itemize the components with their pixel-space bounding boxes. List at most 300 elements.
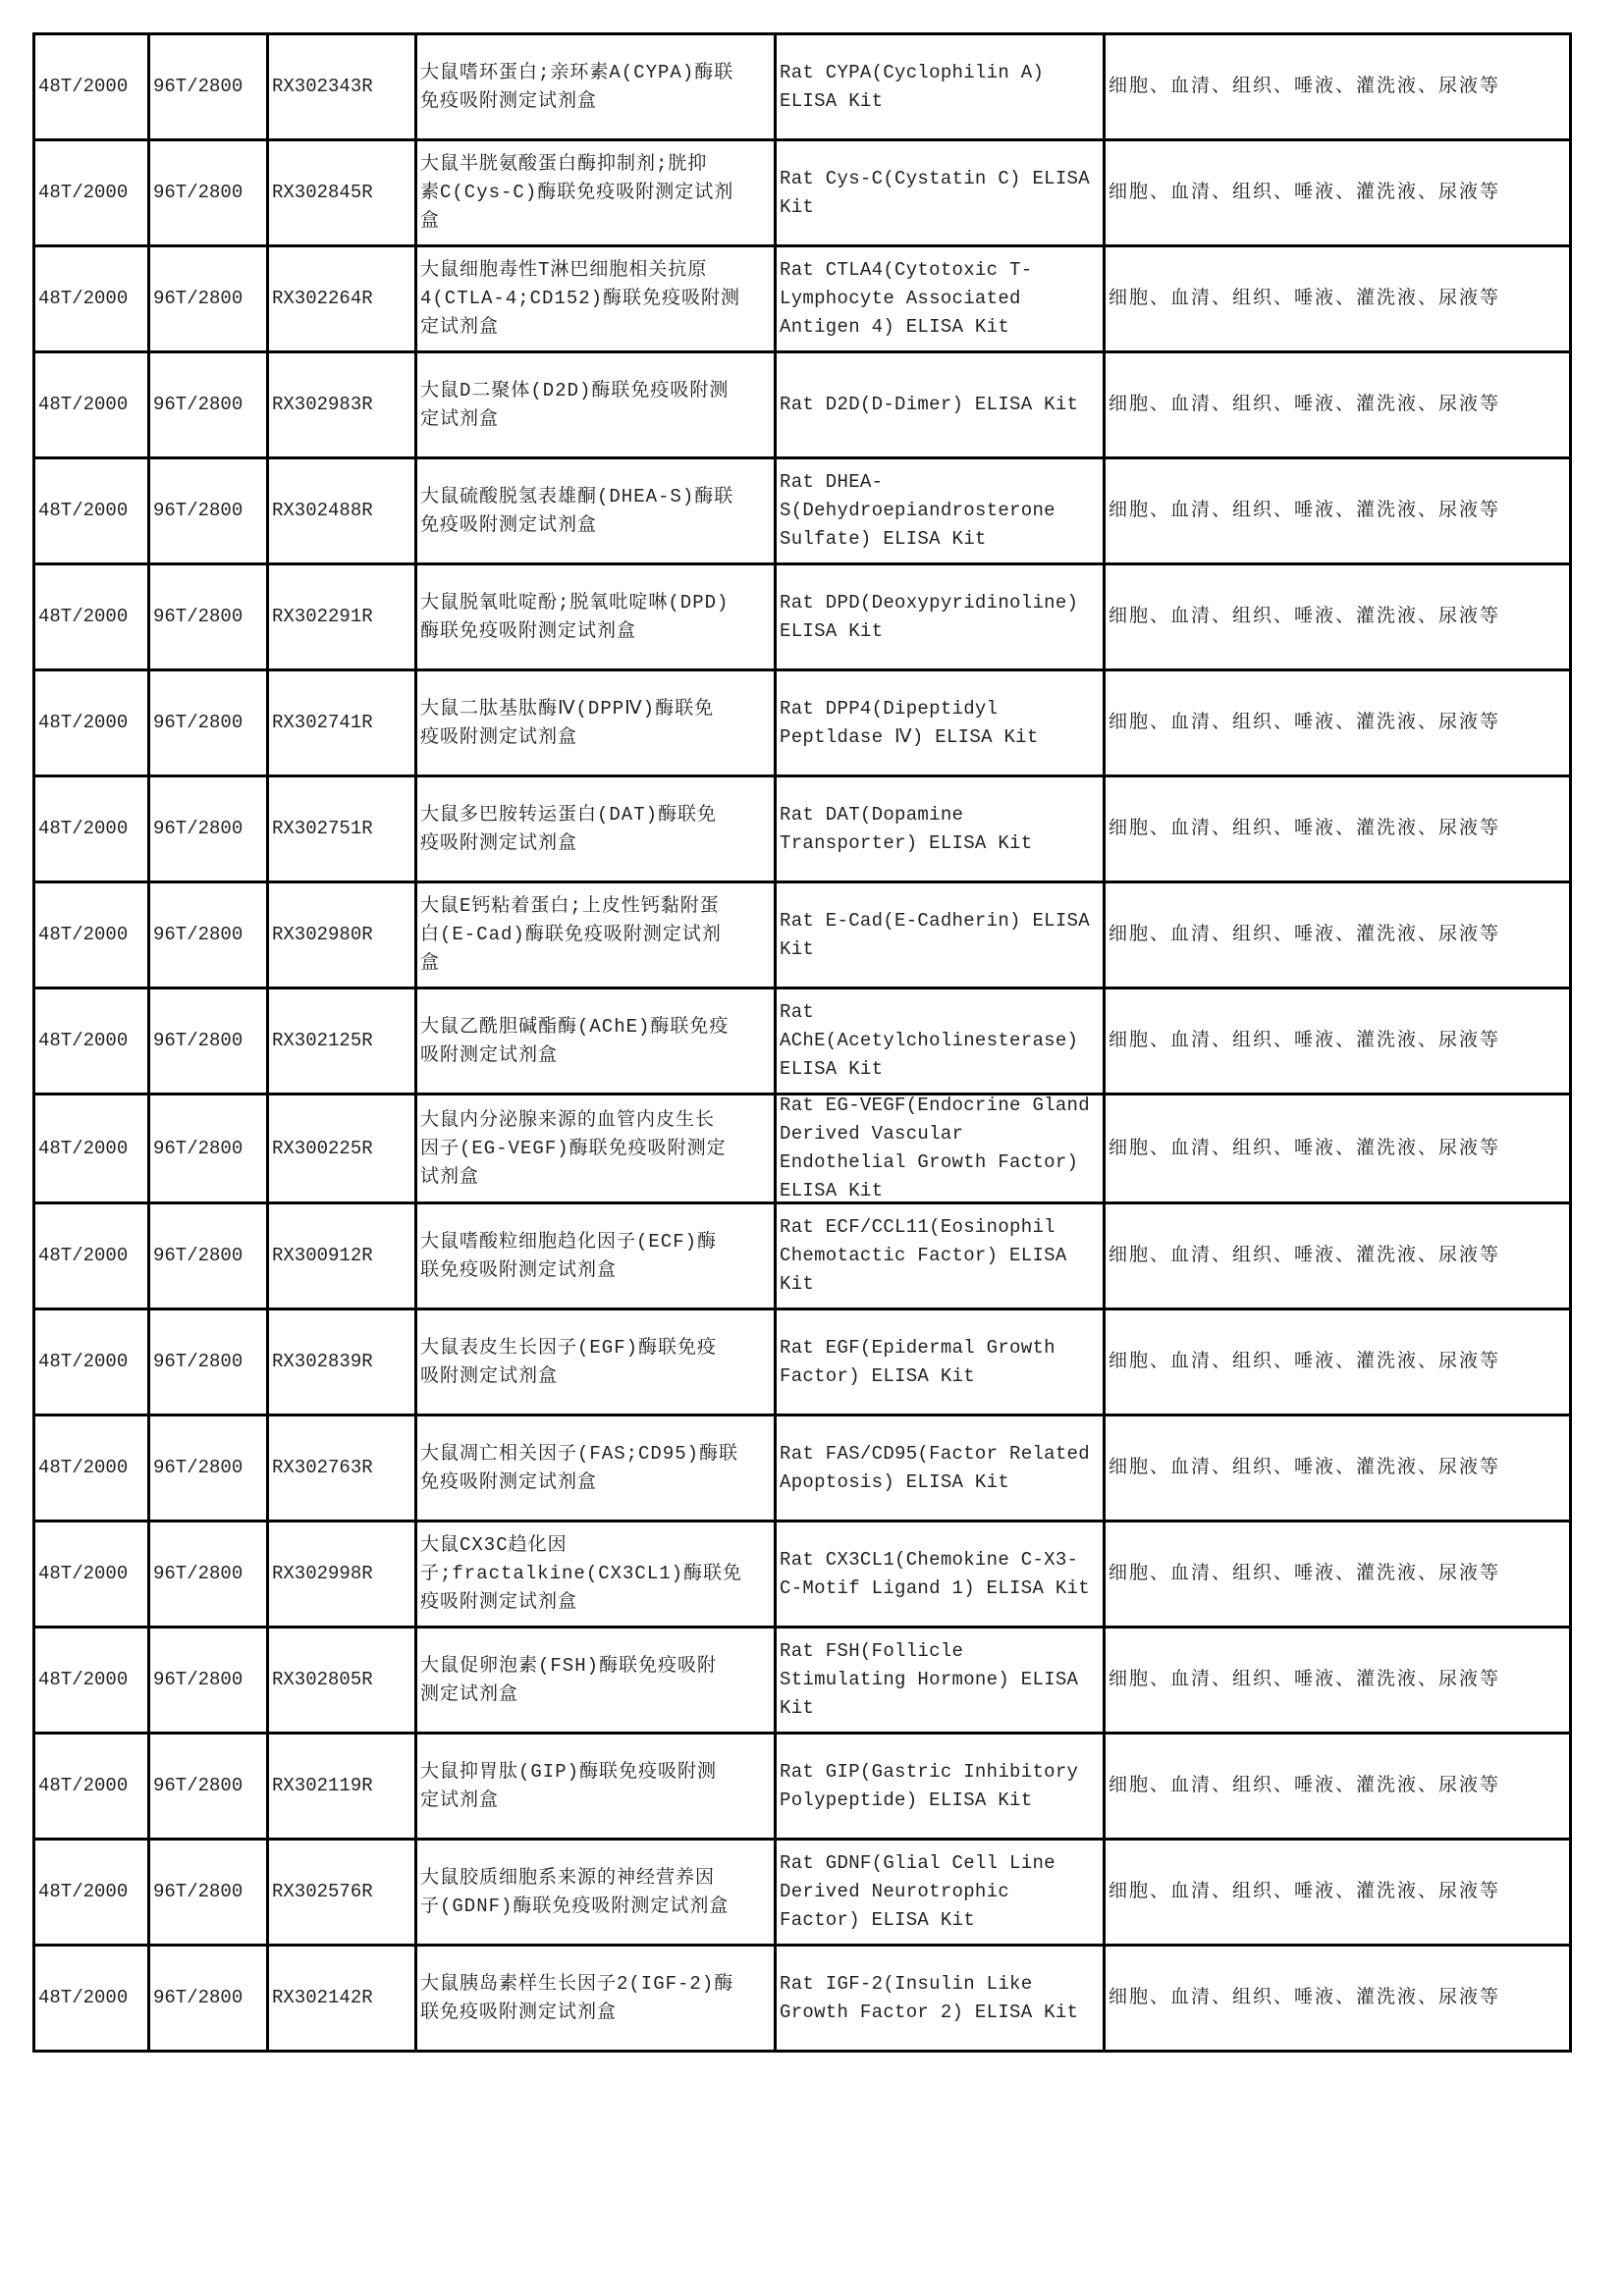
- sample-types-cell: [1105, 246, 1571, 352]
- english-name-cell: [776, 988, 1105, 1095]
- english-product-name: [780, 468, 1100, 554]
- size-48t-cell: [34, 140, 149, 246]
- text-line: 测定试剂盒: [420, 1682, 519, 1705]
- catalog-number-cell: [268, 882, 416, 988]
- sample-types: 细胞、血清、组织、唾液、灌洗液、尿液等: [1109, 1669, 1501, 1690]
- text-line: 盒: [420, 210, 441, 232]
- size-96t-price: 96T/2800: [153, 1987, 244, 2008]
- text-line: Rat DHEA-: [780, 471, 884, 493]
- english-product-name: [780, 1758, 1100, 1815]
- catalog-number: RX302343R: [272, 76, 373, 97]
- chinese-name-cell: [416, 776, 776, 882]
- catalog-number: RX302125R: [272, 1030, 373, 1051]
- table-row: [34, 140, 1571, 246]
- english-name-cell: [776, 1734, 1105, 1840]
- text-line: Rat DPD(Deoxypyridinoline): [780, 591, 1079, 614]
- text-line: Rat E-Cad(E-Cadherin) ELISA: [780, 909, 1090, 932]
- english-name-cell: [776, 1309, 1105, 1415]
- text-line: 大鼠胶质细胞系来源的神经营养因: [420, 1866, 716, 1889]
- english-name-cell: [776, 564, 1105, 670]
- chinese-name-cell: [416, 352, 776, 458]
- size-48t-cell: [34, 1415, 149, 1522]
- english-name-cell: [776, 776, 1105, 882]
- size-96t-price: 96T/2800: [153, 1351, 244, 1372]
- text-line: 联免疫吸附测定试剂盒: [420, 1258, 618, 1281]
- table-row: [34, 1415, 1571, 1522]
- sample-types: 细胞、血清、组织、唾液、灌洗液、尿液等: [1109, 1775, 1501, 1796]
- chinese-product-name: [420, 801, 771, 858]
- text-line: 大鼠表皮生长因子(EGF)酶联免疫: [420, 1336, 718, 1359]
- text-line: Stimulating Hormone) ELISA: [780, 1669, 1079, 1690]
- text-line: 试剂盒: [420, 1165, 480, 1188]
- catalog-number-cell: [268, 1309, 416, 1415]
- chinese-product-name: [420, 1440, 771, 1497]
- chinese-product-name: [420, 695, 771, 752]
- text-line: 大鼠凋亡相关因子(FAS;CD95)酶联: [420, 1442, 739, 1465]
- sample-types-cell: [1105, 1309, 1571, 1415]
- text-line: Transporter) ELISA Kit: [780, 831, 1033, 854]
- catalog-number: RX302983R: [272, 394, 373, 415]
- table-row: [34, 776, 1571, 882]
- sample-types: 细胞、血清、组织、唾液、灌洗液、尿液等: [1109, 76, 1501, 97]
- size-96t-price: 96T/2800: [153, 606, 244, 627]
- text-line: ELISA Kit: [780, 1180, 884, 1201]
- english-product-name: [780, 589, 1100, 646]
- size-48t-price: 48T/2000: [38, 818, 129, 839]
- chinese-product-name: [420, 59, 771, 116]
- size-48t-cell: [34, 1522, 149, 1628]
- catalog-number-cell: [268, 776, 416, 882]
- sample-types: 细胞、血清、组织、唾液、灌洗液、尿液等: [1109, 1457, 1501, 1478]
- text-line: 素C(Cys-C)酶联免疫吸附测定试剂: [420, 182, 734, 203]
- text-line: Chemotactic Factor) ELISA: [780, 1245, 1067, 1266]
- size-48t-price: 48T/2000: [38, 1775, 129, 1796]
- size-96t-price: 96T/2800: [153, 818, 244, 839]
- sample-types-cell: [1105, 352, 1571, 458]
- text-line: ELISA Kit: [780, 1058, 884, 1080]
- table-row: [34, 458, 1571, 564]
- sample-types-cell: [1105, 1095, 1571, 1203]
- chinese-name-cell: [416, 1095, 776, 1203]
- size-48t-price: 48T/2000: [38, 394, 129, 415]
- english-name-cell: [776, 1415, 1105, 1522]
- size-96t-cell: [149, 1309, 268, 1415]
- size-48t-cell: [34, 1309, 149, 1415]
- size-48t-price: 48T/2000: [38, 288, 129, 309]
- catalog-number: RX302142R: [272, 1987, 373, 2008]
- english-name-cell: [776, 246, 1105, 352]
- sample-types-cell: [1105, 458, 1571, 564]
- english-name-cell: [776, 458, 1105, 564]
- catalog-number-cell: [268, 1840, 416, 1946]
- sample-types: 细胞、血清、组织、唾液、灌洗液、尿液等: [1109, 1245, 1501, 1266]
- catalog-number: RX302805R: [272, 1669, 373, 1690]
- sample-types-cell: [1105, 1628, 1571, 1734]
- sample-types: 细胞、血清、组织、唾液、灌洗液、尿液等: [1109, 924, 1501, 945]
- chinese-product-name: [420, 483, 771, 540]
- table-row: [34, 988, 1571, 1095]
- english-name-cell: [776, 34, 1105, 140]
- sample-types-cell: [1105, 1203, 1571, 1309]
- text-line: Rat DPP4(Dipeptidyl: [780, 697, 999, 720]
- text-line: 大鼠嗜环蛋白;亲环素A(CYPA)酶联: [420, 61, 734, 83]
- english-product-name: [780, 1440, 1100, 1497]
- text-line: 子(GDNF)酶联免疫吸附测定试剂盒: [420, 1895, 730, 1917]
- text-line: 大鼠E钙粘着蛋白;上皮性钙黏附蛋: [420, 895, 720, 917]
- text-line: 大鼠细胞毒性T淋巴细胞相关抗原: [420, 259, 708, 281]
- sample-types: 细胞、血清、组织、唾液、灌洗液、尿液等: [1109, 500, 1501, 521]
- text-line: Apoptosis) ELISA Kit: [780, 1470, 1010, 1493]
- size-48t-price: 48T/2000: [38, 1245, 129, 1266]
- text-line: Rat CYPA(Cyclophilin A): [780, 61, 1045, 83]
- text-line: 联免疫吸附测定试剂盒: [420, 2001, 618, 2023]
- chinese-name-cell: [416, 1734, 776, 1840]
- size-48t-price: 48T/2000: [38, 712, 129, 733]
- sample-types-cell: [1105, 34, 1571, 140]
- english-product-name: [780, 1095, 1100, 1201]
- catalog-number-cell: [268, 140, 416, 246]
- size-48t-price: 48T/2000: [38, 1563, 129, 1584]
- catalog-number: RX302839R: [272, 1351, 373, 1372]
- english-product-name: [780, 1970, 1100, 2027]
- text-line: Rat: [780, 1001, 815, 1023]
- size-96t-cell: [149, 140, 268, 246]
- text-line: 免疫吸附测定试剂盒: [420, 513, 598, 536]
- sample-types-cell: [1105, 1946, 1571, 2052]
- size-48t-price: 48T/2000: [38, 1351, 129, 1372]
- text-line: Factor) ELISA Kit: [780, 1364, 975, 1387]
- size-96t-price: 96T/2800: [153, 1669, 244, 1690]
- catalog-number: RX302291R: [272, 606, 373, 627]
- english-product-name: [780, 801, 1100, 858]
- table-row: [34, 1095, 1571, 1203]
- size-48t-cell: [34, 670, 149, 776]
- text-line: 疫吸附测定试剂盒: [420, 725, 578, 748]
- sample-types-cell: [1105, 882, 1571, 988]
- chinese-name-cell: [416, 458, 776, 564]
- text-line: 盒: [420, 952, 441, 974]
- text-line: 大鼠嗜酸粒细胞趋化因子(ECF)酶: [420, 1230, 718, 1253]
- size-96t-cell: [149, 670, 268, 776]
- chinese-product-name: [420, 1013, 771, 1070]
- chinese-name-cell: [416, 1309, 776, 1415]
- catalog-number-cell: [268, 1734, 416, 1840]
- catalog-number-cell: [268, 1628, 416, 1734]
- catalog-number: RX302576R: [272, 1881, 373, 1902]
- text-line: Peptldase Ⅳ) ELISA Kit: [780, 725, 1039, 748]
- chinese-name-cell: [416, 988, 776, 1095]
- english-product-name: [780, 1213, 1100, 1299]
- text-line: Growth Factor 2) ELISA Kit: [780, 2001, 1079, 2023]
- size-96t-price: 96T/2800: [153, 1775, 244, 1796]
- table-row: [34, 34, 1571, 140]
- text-line: Factor) ELISA Kit: [780, 1909, 975, 1931]
- chinese-name-cell: [416, 1946, 776, 2052]
- text-line: 大鼠多巴胺转运蛋白(DAT)酶联免: [420, 803, 718, 826]
- size-96t-cell: [149, 988, 268, 1095]
- text-line: Rat D2D(D-Dimer) ELISA Kit: [780, 394, 1079, 415]
- chinese-product-name: [420, 1652, 771, 1709]
- size-48t-cell: [34, 352, 149, 458]
- chinese-product-name: [420, 1106, 771, 1192]
- catalog-number: RX302119R: [272, 1775, 373, 1796]
- english-product-name: [780, 695, 1100, 752]
- size-48t-price: 48T/2000: [38, 1030, 129, 1051]
- text-line: Polypeptide) ELISA Kit: [780, 1789, 1033, 1811]
- size-96t-cell: [149, 1628, 268, 1734]
- english-product-name: [780, 1334, 1100, 1391]
- text-line: ELISA Kit: [780, 89, 884, 112]
- size-48t-cell: [34, 1095, 149, 1203]
- english-name-cell: [776, 1840, 1105, 1946]
- text-line: Rat ECF/CCL11(Eosinophil: [780, 1216, 1056, 1238]
- table-row: [34, 1628, 1571, 1734]
- text-line: Rat EGF(Epidermal Growth: [780, 1336, 1056, 1359]
- english-name-cell: [776, 1522, 1105, 1628]
- sample-types-cell: [1105, 1522, 1571, 1628]
- size-48t-cell: [34, 776, 149, 882]
- catalog-number-cell: [268, 246, 416, 352]
- text-line: Antigen 4) ELISA Kit: [780, 316, 1010, 338]
- catalog-number-cell: [268, 1946, 416, 2052]
- size-96t-price: 96T/2800: [153, 1881, 244, 1902]
- sample-types-cell: [1105, 1840, 1571, 1946]
- catalog-number-cell: [268, 458, 416, 564]
- text-line: Kit: [780, 1697, 815, 1719]
- table-row: [34, 882, 1571, 988]
- size-48t-cell: [34, 246, 149, 352]
- text-line: Rat FSH(Follicle: [780, 1640, 964, 1662]
- text-line: Rat GDNF(Glial Cell Line: [780, 1852, 1056, 1874]
- sample-types: 细胞、血清、组织、唾液、灌洗液、尿液等: [1109, 1030, 1501, 1051]
- size-96t-price: 96T/2800: [153, 924, 244, 945]
- size-96t-cell: [149, 34, 268, 140]
- chinese-product-name: [420, 150, 771, 236]
- text-line: 吸附测定试剂盒: [420, 1364, 559, 1387]
- chinese-product-name: [420, 589, 771, 646]
- size-96t-cell: [149, 1095, 268, 1203]
- sample-types-cell: [1105, 1415, 1571, 1522]
- catalog-number-cell: [268, 988, 416, 1095]
- english-product-name: [780, 165, 1100, 222]
- sample-types: 细胞、血清、组织、唾液、灌洗液、尿液等: [1109, 712, 1501, 733]
- sample-types: 细胞、血清、组织、唾液、灌洗液、尿液等: [1109, 1137, 1501, 1159]
- size-48t-cell: [34, 1946, 149, 2052]
- catalog-number: RX302751R: [272, 818, 373, 839]
- text-line: 大鼠CX3C趋化因: [420, 1534, 568, 1556]
- text-line: Endothelial Growth Factor): [780, 1151, 1079, 1173]
- sample-types-cell: [1105, 564, 1571, 670]
- catalog-number-cell: [268, 564, 416, 670]
- size-96t-price: 96T/2800: [153, 288, 244, 309]
- text-line: 吸附测定试剂盒: [420, 1043, 559, 1066]
- table-row: [34, 246, 1571, 352]
- size-48t-price: 48T/2000: [38, 924, 129, 945]
- chinese-name-cell: [416, 1203, 776, 1309]
- english-name-cell: [776, 352, 1105, 458]
- english-product-name: [780, 256, 1100, 342]
- text-line: Kit: [780, 195, 815, 218]
- sample-types-cell: [1105, 1734, 1571, 1840]
- table-row: [34, 564, 1571, 670]
- size-48t-price: 48T/2000: [38, 1137, 129, 1159]
- text-line: Lymphocyte Associated: [780, 288, 1021, 309]
- size-96t-cell: [149, 882, 268, 988]
- english-product-name: [780, 1546, 1100, 1603]
- chinese-name-cell: [416, 564, 776, 670]
- catalog-number: RX300225R: [272, 1137, 373, 1159]
- sample-types: 细胞、血清、组织、唾液、灌洗液、尿液等: [1109, 288, 1501, 309]
- text-line: Rat CTLA4(Cytotoxic T-: [780, 259, 1033, 281]
- table-row: [34, 1522, 1571, 1628]
- size-48t-cell: [34, 1628, 149, 1734]
- chinese-product-name: [420, 1228, 771, 1285]
- size-96t-cell: [149, 1415, 268, 1522]
- english-name-cell: [776, 1946, 1105, 2052]
- catalog-number: RX302488R: [272, 500, 373, 521]
- catalog-number: RX302998R: [272, 1563, 373, 1584]
- text-line: 大鼠D二聚体(D2D)酶联免疫吸附测: [420, 379, 730, 401]
- size-96t-cell: [149, 1203, 268, 1309]
- english-name-cell: [776, 1628, 1105, 1734]
- text-line: AChE(Acetylcholinesterase): [780, 1030, 1079, 1051]
- sample-types: 细胞、血清、组织、唾液、灌洗液、尿液等: [1109, 1351, 1501, 1372]
- text-line: ELISA Kit: [780, 619, 884, 642]
- text-line: 大鼠胰岛素样生长因子2(IGF-2)酶: [420, 1972, 734, 1995]
- sample-types: 细胞、血清、组织、唾液、灌洗液、尿液等: [1109, 1987, 1501, 2008]
- size-96t-price: 96T/2800: [153, 1030, 244, 1051]
- text-line: Rat Cys-C(Cystatin C) ELISA: [780, 167, 1090, 189]
- english-name-cell: [776, 670, 1105, 776]
- english-product-name: [780, 391, 1100, 419]
- text-line: 大鼠脱氧吡啶酚;脱氧吡啶啉(DPD): [420, 591, 730, 614]
- sample-types: 细胞、血清、组织、唾液、灌洗液、尿液等: [1109, 1881, 1501, 1902]
- size-96t-cell: [149, 776, 268, 882]
- english-name-cell: [776, 140, 1105, 246]
- text-line: 大鼠半胱氨酸蛋白酶抑制剂;胱抑: [420, 153, 708, 175]
- text-line: 子;fractalkine(CX3CL1)酶联免: [420, 1563, 743, 1584]
- chinese-product-name: [420, 377, 771, 434]
- size-48t-cell: [34, 1734, 149, 1840]
- catalog-number: RX302264R: [272, 288, 373, 309]
- size-48t-price: 48T/2000: [38, 76, 129, 97]
- size-96t-price: 96T/2800: [153, 182, 244, 203]
- chinese-product-name: [420, 892, 771, 978]
- catalog-number: RX300912R: [272, 1245, 373, 1266]
- size-96t-price: 96T/2800: [153, 712, 244, 733]
- text-line: 免疫吸附测定试剂盒: [420, 89, 598, 112]
- text-line: 大鼠二肽基肽酶Ⅳ(DPPⅣ)酶联免: [420, 697, 715, 720]
- text-line: 定试剂盒: [420, 407, 500, 430]
- text-line: 定试剂盒: [420, 316, 500, 338]
- chinese-product-name: [420, 1864, 771, 1921]
- sample-types: 细胞、血清、组织、唾液、灌洗液、尿液等: [1109, 1563, 1501, 1584]
- chinese-name-cell: [416, 1415, 776, 1522]
- sample-types-cell: [1105, 988, 1571, 1095]
- english-name-cell: [776, 882, 1105, 988]
- size-48t-cell: [34, 882, 149, 988]
- size-48t-cell: [34, 988, 149, 1095]
- text-line: Rat FAS/CD95(Factor Related: [780, 1442, 1090, 1465]
- sample-types-cell: [1105, 776, 1571, 882]
- english-product-name: [780, 1849, 1100, 1935]
- table-row: [34, 1309, 1571, 1415]
- text-line: 白(E-Cad)酶联免疫吸附测定试剂: [420, 924, 722, 945]
- size-48t-cell: [34, 34, 149, 140]
- text-line: Rat DAT(Dopamine: [780, 803, 964, 826]
- size-96t-cell: [149, 1522, 268, 1628]
- english-product-name: [780, 1637, 1100, 1723]
- size-96t-price: 96T/2800: [153, 1563, 244, 1584]
- product-table: [32, 32, 1572, 2053]
- catalog-number: RX302845R: [272, 182, 373, 203]
- size-48t-price: 48T/2000: [38, 500, 129, 521]
- text-line: 定试剂盒: [420, 1789, 500, 1811]
- sample-types: 细胞、血清、组织、唾液、灌洗液、尿液等: [1109, 606, 1501, 627]
- size-96t-price: 96T/2800: [153, 500, 244, 521]
- chinese-name-cell: [416, 246, 776, 352]
- size-48t-cell: [34, 564, 149, 670]
- english-product-name: [780, 59, 1100, 116]
- chinese-name-cell: [416, 882, 776, 988]
- text-line: S(Dehydroepiandrosterone: [780, 500, 1056, 521]
- sample-types: 细胞、血清、组织、唾液、灌洗液、尿液等: [1109, 818, 1501, 839]
- catalog-number-cell: [268, 352, 416, 458]
- text-line: Rat IGF-2(Insulin Like: [780, 1972, 1033, 1995]
- chinese-name-cell: [416, 140, 776, 246]
- text-line: 大鼠促卵泡素(FSH)酶联免疫吸附: [420, 1654, 718, 1677]
- sample-types-cell: [1105, 140, 1571, 246]
- size-96t-price: 96T/2800: [153, 394, 244, 415]
- size-48t-price: 48T/2000: [38, 1669, 129, 1690]
- catalog-number-cell: [268, 670, 416, 776]
- chinese-product-name: [420, 256, 771, 342]
- size-48t-price: 48T/2000: [38, 1457, 129, 1478]
- size-48t-cell: [34, 1203, 149, 1309]
- catalog-number-cell: [268, 34, 416, 140]
- text-line: Rat CX3CL1(Chemokine C-X3-: [780, 1548, 1079, 1571]
- table-row: [34, 1946, 1571, 2052]
- size-96t-cell: [149, 1840, 268, 1946]
- text-line: Derived Neurotrophic: [780, 1881, 1010, 1902]
- text-line: 4(CTLA-4;CD152)酶联免疫吸附测: [420, 288, 741, 309]
- table-row: [34, 1203, 1571, 1309]
- chinese-name-cell: [416, 34, 776, 140]
- chinese-product-name: [420, 1334, 771, 1391]
- chinese-name-cell: [416, 1628, 776, 1734]
- text-line: 大鼠乙酰胆碱酯酶(AChE)酶联免疫: [420, 1015, 730, 1038]
- text-line: Sulfate) ELISA Kit: [780, 528, 987, 550]
- product-table-body: [34, 34, 1571, 2052]
- english-product-name: [780, 998, 1100, 1084]
- english-name-cell: [776, 1203, 1105, 1309]
- catalog-number-cell: [268, 1095, 416, 1203]
- table-row: [34, 352, 1571, 458]
- chinese-product-name: [420, 1970, 771, 2027]
- size-48t-cell: [34, 1840, 149, 1946]
- text-line: Kit: [780, 1273, 815, 1295]
- text-line: 酶联免疫吸附测定试剂盒: [420, 619, 637, 642]
- text-line: 大鼠内分泌腺来源的血管内皮生长: [420, 1108, 716, 1131]
- size-96t-price: 96T/2800: [153, 1245, 244, 1266]
- text-line: Derived Vascular: [780, 1123, 964, 1145]
- table-row: [34, 670, 1571, 776]
- text-line: 大鼠抑胃肽(GIP)酶联免疫吸附测: [420, 1760, 718, 1783]
- size-96t-price: 96T/2800: [153, 1457, 244, 1478]
- sample-types-cell: [1105, 670, 1571, 776]
- size-96t-cell: [149, 458, 268, 564]
- text-line: 因子(EG-VEGF)酶联免疫吸附测定: [420, 1137, 727, 1159]
